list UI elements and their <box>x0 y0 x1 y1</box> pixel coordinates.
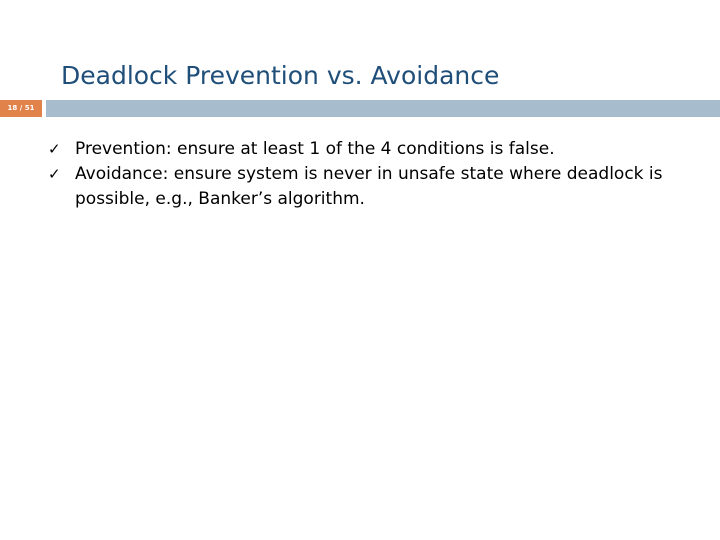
check-mark-icon: ✓ <box>48 140 61 158</box>
title-underline-bar <box>46 100 720 117</box>
check-mark-icon: ✓ <box>48 165 61 183</box>
bullet-text: Avoidance: ensure system is never in unsafe state where deadlock is possible, e.g., Banker’s algorithm. <box>75 164 663 209</box>
bullet-text: Prevention: ensure at least 1 of the 4 conditions is false. <box>75 139 555 159</box>
bullet-list <box>48 137 718 212</box>
slide-number-badge: 18 / 51 <box>0 100 42 117</box>
bullet-item <box>48 162 718 212</box>
slide-title: Deadlock Prevention vs. Avoidance <box>61 61 500 90</box>
bullet-item <box>48 137 718 162</box>
